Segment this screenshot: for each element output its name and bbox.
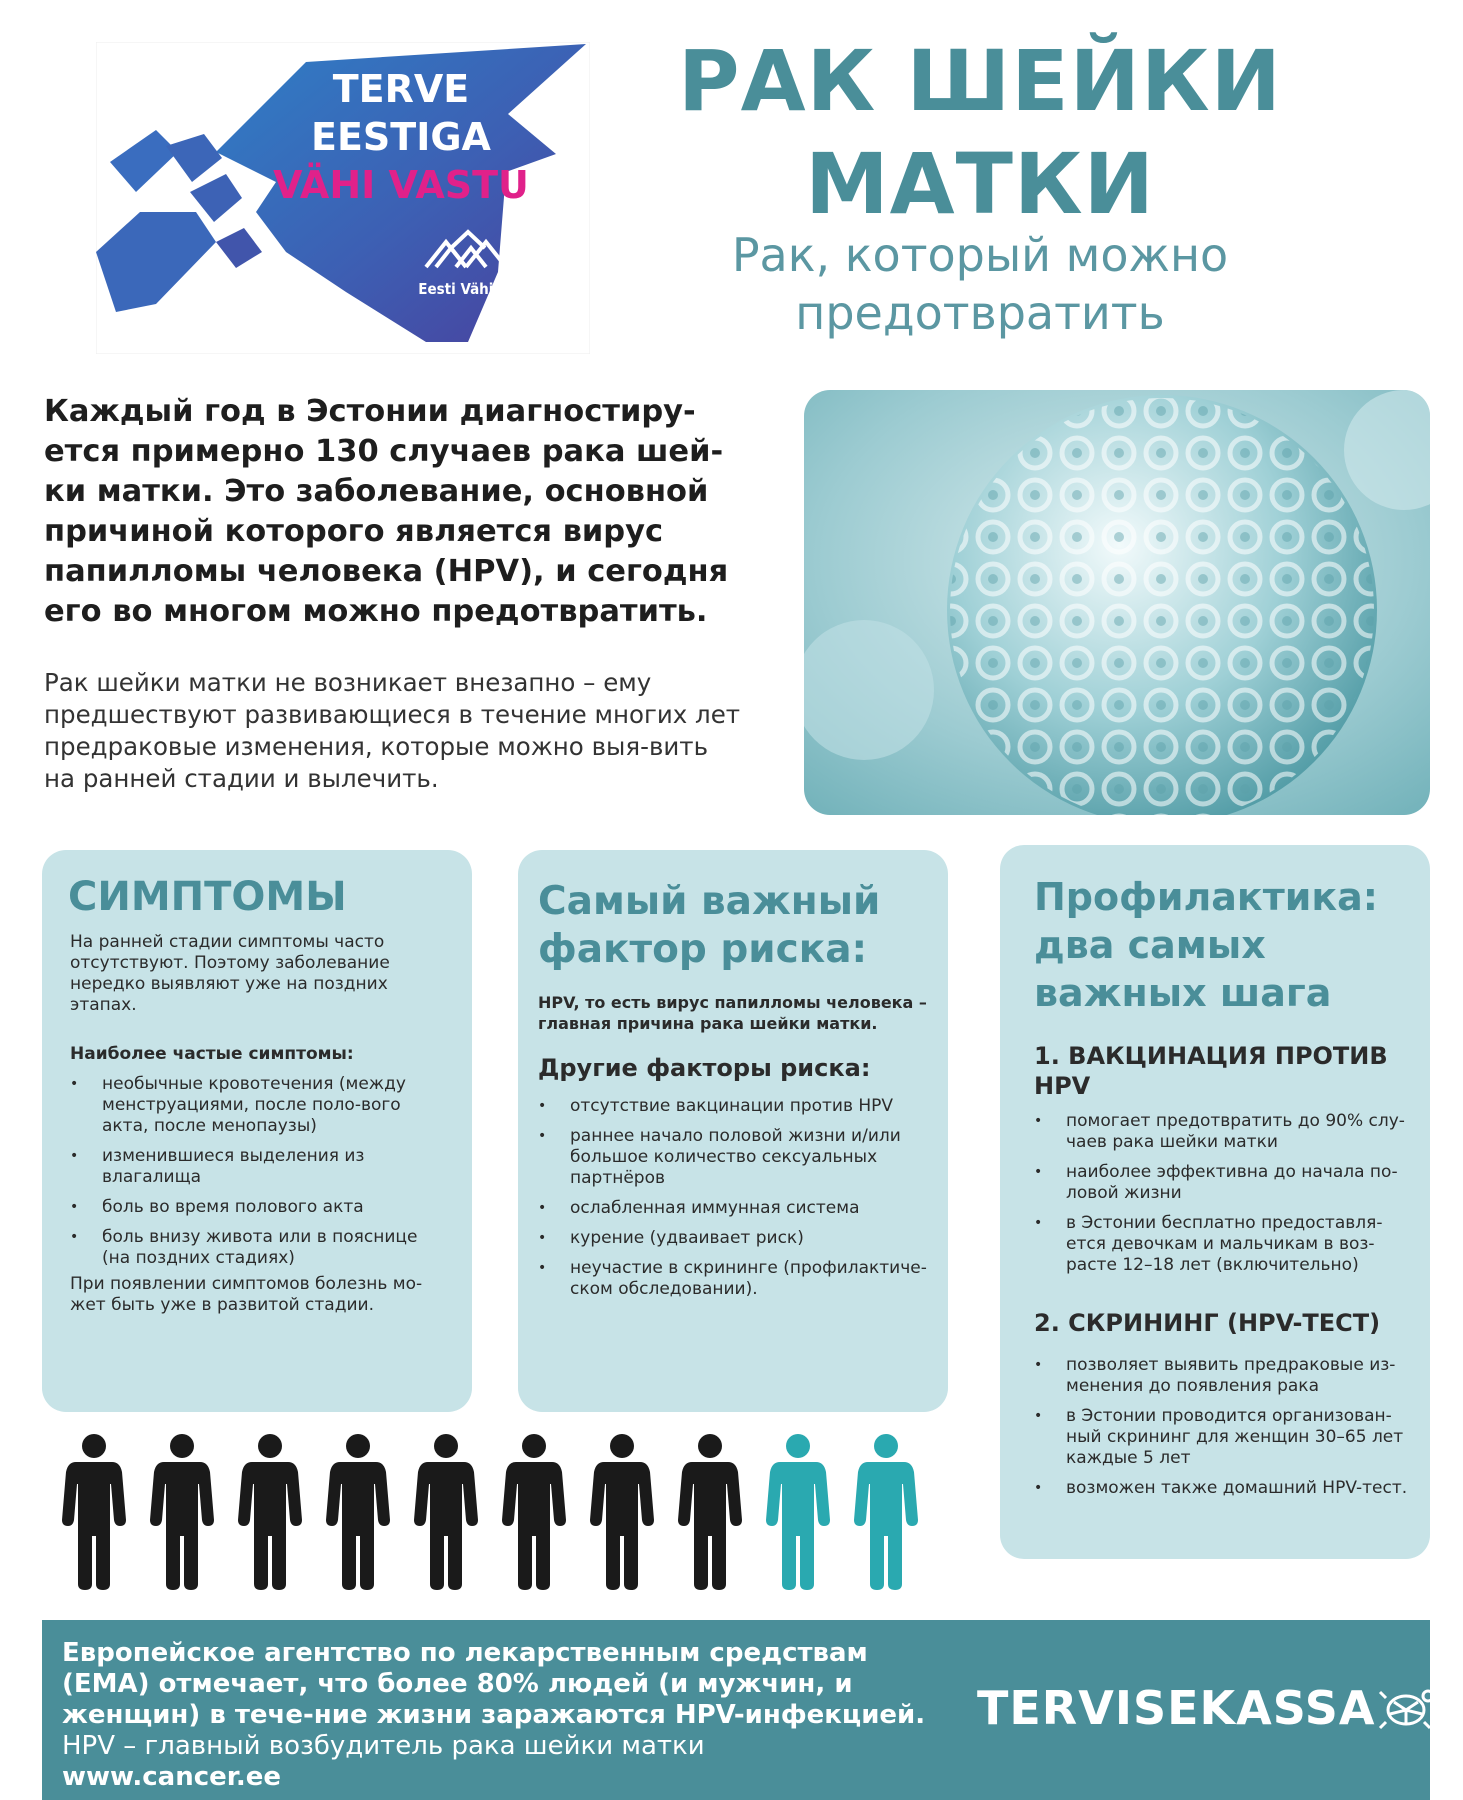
person-icon bbox=[238, 1434, 302, 1590]
list-item-text: позволяет выявить предраковые из-менения до появления рака bbox=[1066, 1355, 1396, 1396]
bullet-icon: • bbox=[70, 1199, 79, 1215]
list-item bbox=[538, 1126, 933, 1189]
bullet-icon: • bbox=[1034, 1215, 1043, 1231]
list-item bbox=[1034, 1406, 1419, 1469]
logo-org-name: Eesti Vähiliit bbox=[418, 280, 514, 298]
person-icon bbox=[62, 1434, 126, 1590]
turtle-icon bbox=[1376, 1680, 1438, 1736]
bullet-icon: • bbox=[1034, 1480, 1043, 1496]
subtitle-line1: Рак, который можно bbox=[731, 228, 1229, 282]
risk-title: Самый важный фактор риска: bbox=[538, 879, 881, 972]
list-item bbox=[1034, 1478, 1419, 1499]
list-item-text: раннее начало половой жизни и/или большое количество сексуальных партнёров bbox=[570, 1126, 901, 1188]
list-item bbox=[538, 1096, 933, 1117]
list-item-text: в Эстонии проводится организован-ный скрининг для женщин 30–65 лет каждые 5 лет bbox=[1066, 1406, 1404, 1468]
list-item-text: отсутствие вакцинации против HPV bbox=[570, 1096, 894, 1116]
person-icon bbox=[414, 1434, 478, 1590]
list-item bbox=[538, 1258, 933, 1300]
list-item-text: помогает предотвратить до 90% слу-чаев рака шейки матки bbox=[1066, 1111, 1405, 1152]
list-item-text: наиболее эффективна до начала по-ловой жизни bbox=[1066, 1162, 1398, 1203]
symptoms-subtitle: Наиболее частые симптомы: bbox=[70, 1044, 354, 1064]
list-item-text: боль во время полового акта bbox=[102, 1197, 364, 1217]
tervisekassa-logo bbox=[977, 1680, 1438, 1736]
footer-hpv-note: HPV – главный возбудитель рака шейки матки bbox=[62, 1731, 705, 1761]
risk-main-statement: HPV, то есть вирус папилломы человека – главная причина рака шейки матки. bbox=[538, 993, 927, 1033]
bullet-icon: • bbox=[1034, 1357, 1043, 1373]
person-highlighted-icon bbox=[854, 1434, 918, 1590]
list-item bbox=[70, 1146, 440, 1188]
list-item-text: боль внизу живота или в пояснице (на поздних стадиях) bbox=[102, 1227, 418, 1268]
logo-line3: VÄHI VASTU bbox=[273, 163, 529, 207]
vaccination-heading: 1. ВАКЦИНАЦИЯ ПРОТИВ HPV bbox=[1034, 1042, 1388, 1100]
list-item-text: ослабленная иммунная система bbox=[570, 1198, 860, 1218]
person-icon bbox=[150, 1434, 214, 1590]
brand-name: TERVISEKASSA bbox=[977, 1681, 1376, 1735]
list-item-text: возможен также домашний HPV-тест. bbox=[1066, 1478, 1408, 1498]
bullet-icon: • bbox=[538, 1230, 547, 1246]
bullet-icon: • bbox=[1034, 1408, 1043, 1424]
logo-line1: TERVE bbox=[332, 67, 470, 111]
bullet-icon: • bbox=[1034, 1113, 1043, 1129]
title-line2: МАТКИ bbox=[805, 135, 1155, 233]
intro-lead-paragraph: Каждый год в Эстонии диагностиру-ется примерно 130 случаев рака шей-ки матки. Это заболевание, основной причиной которого является вирус папилломы человека (HPV), и сегодня его во многом можно предотвратить. bbox=[44, 394, 729, 629]
list-item-text: курение (удваивает риск) bbox=[570, 1228, 804, 1248]
footer-banner bbox=[42, 1620, 1430, 1800]
screening-list bbox=[1034, 1355, 1419, 1508]
vaccination-list bbox=[1034, 1111, 1419, 1285]
person-icon bbox=[326, 1434, 390, 1590]
symptoms-intro: На ранней стадии симптомы часто отсутствуют. Поэтому заболевание нередко выявляют уже на поздних этапах. bbox=[70, 932, 390, 1015]
symptoms-title: СИМПТОМЫ bbox=[68, 874, 347, 920]
bullet-icon: • bbox=[70, 1229, 79, 1245]
footer-url-link[interactable]: www.cancer.ee bbox=[62, 1762, 282, 1792]
symptoms-note: При появлении симптомов болезнь мо-жет быть уже в развитой стадии. bbox=[70, 1274, 423, 1315]
bullet-icon: • bbox=[1034, 1164, 1043, 1180]
screening-heading: 2. СКРИНИНГ (HPV-ТЕСТ) bbox=[1034, 1309, 1381, 1337]
bullet-icon: • bbox=[538, 1260, 547, 1276]
intro-body-paragraph: Рак шейки матки не возникает внезапно – ему предшествуют развивающиеся в течение многих лет предраковые изменения, которые можно выя-вить на ранней стадии и вылечить. bbox=[44, 668, 741, 793]
symptoms-card bbox=[42, 850, 472, 1412]
symptoms-list bbox=[70, 1074, 440, 1278]
hpv-virus-image bbox=[804, 390, 1430, 815]
list-item bbox=[1034, 1355, 1419, 1397]
person-icon bbox=[678, 1434, 742, 1590]
list-item-text: в Эстонии бесплатно предоставля-ется девочкам и мальчикам в воз-расте 12–18 лет (включительно) bbox=[1066, 1213, 1383, 1275]
prevention-card bbox=[1000, 845, 1430, 1559]
subtitle-line2: предотвратить bbox=[795, 286, 1165, 340]
list-item bbox=[70, 1074, 440, 1137]
footer-text bbox=[62, 1638, 962, 1762]
terve-eestiga-logo bbox=[96, 42, 590, 354]
person-highlighted-icon bbox=[766, 1434, 830, 1590]
person-icon bbox=[502, 1434, 566, 1590]
page-title bbox=[640, 30, 1320, 236]
bullet-icon: • bbox=[538, 1098, 547, 1114]
footer-ema-statement: Европейское агентство по лекарственным средствам (EMA) отмечает, что более 80% людей (и мужчин, и женщин) в тече-ние жизни заражаются HPV-инфекцией. bbox=[62, 1638, 926, 1730]
list-item bbox=[538, 1198, 933, 1219]
title-line1: РАК ШЕЙКИ bbox=[678, 32, 1282, 130]
logo-line2: EESTIGA bbox=[311, 115, 491, 159]
bullet-icon: • bbox=[70, 1148, 79, 1164]
people-pictogram bbox=[58, 1432, 938, 1592]
list-item-text: изменившиеся выделения из влагалища bbox=[102, 1146, 365, 1187]
list-item bbox=[1034, 1162, 1419, 1204]
risk-list bbox=[538, 1096, 933, 1309]
list-item bbox=[538, 1228, 933, 1249]
person-icon bbox=[590, 1434, 654, 1590]
list-item bbox=[70, 1197, 440, 1218]
risk-factors-card bbox=[518, 850, 948, 1412]
risk-subtitle: Другие факторы риска: bbox=[538, 1054, 871, 1082]
list-item-text: необычные кровотечения (между менструациями, после поло-вого акта, после менопаузы) bbox=[102, 1074, 406, 1136]
page-subtitle bbox=[640, 226, 1320, 342]
prevention-title: Профилактика: два самых важных шага bbox=[1034, 875, 1378, 1015]
bullet-icon: • bbox=[538, 1200, 547, 1216]
list-item bbox=[70, 1227, 440, 1269]
list-item-text: неучастие в скрининге (профилактиче-ском обследовании). bbox=[570, 1258, 927, 1299]
list-item bbox=[1034, 1213, 1419, 1276]
list-item bbox=[1034, 1111, 1419, 1153]
bullet-icon: • bbox=[538, 1128, 547, 1144]
bullet-icon: • bbox=[70, 1076, 79, 1092]
